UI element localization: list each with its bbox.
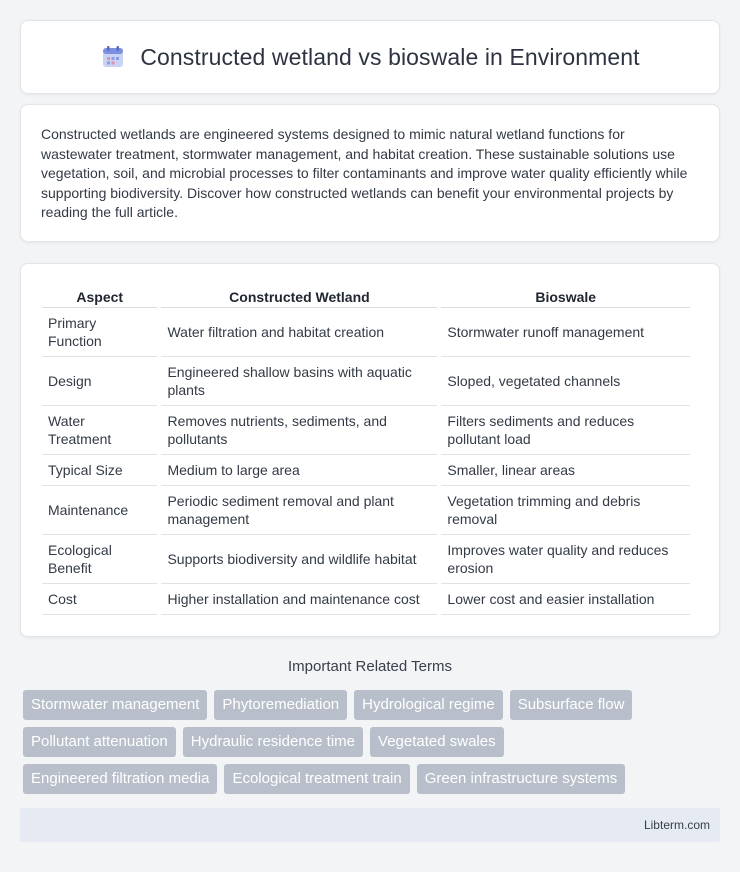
cell-wetland: Engineered shallow basins with aquatic plants (161, 357, 437, 406)
calendar-icon (100, 44, 126, 70)
header (100, 44, 639, 71)
table-header-row (42, 286, 690, 308)
cell-aspect: Cost (42, 584, 157, 615)
table-row (42, 486, 690, 535)
table-row (42, 455, 690, 486)
header-card (20, 20, 720, 94)
tag-row (23, 727, 723, 757)
header-bioswale: Bioswale (441, 286, 690, 308)
comparison-table (38, 286, 694, 615)
cell-bioswale: Smaller, linear areas (441, 455, 690, 486)
cell-aspect: Primary Function (42, 308, 157, 357)
footer-site-link[interactable]: Libterm.com (643, 818, 710, 832)
page-title: Constructed wetland vs bioswale in Environment (140, 43, 640, 70)
table-row (42, 308, 690, 357)
cell-wetland: Periodic sediment removal and plant management (161, 486, 437, 535)
tag-engineered-filtration-media[interactable]: Engineered filtration media (23, 764, 217, 794)
cell-aspect: Ecological Benefit (42, 535, 157, 584)
related-terms-title: Important Related Terms (288, 658, 452, 675)
header-constructed-wetland: Constructed Wetland (161, 286, 437, 308)
cell-bioswale: Improves water quality and reduces erosion (441, 535, 690, 584)
cell-aspect: Maintenance (42, 486, 157, 535)
tag-green-infrastructure-systems[interactable]: Green infrastructure systems (417, 764, 626, 794)
cell-wetland: Supports biodiversity and wildlife habitat (161, 535, 437, 584)
table-row (42, 357, 690, 406)
tag-row (23, 690, 723, 720)
tag-stormwater-management[interactable]: Stormwater management (23, 690, 207, 720)
footer (20, 808, 720, 842)
cell-bioswale: Vegetation trimming and debris removal (441, 486, 690, 535)
table-row (42, 535, 690, 584)
cell-bioswale: Filters sediments and reduces pollutant load (441, 406, 690, 455)
comparison-table-card (20, 263, 720, 637)
tag-pollutant-attenuation[interactable]: Pollutant attenuation (23, 727, 176, 757)
tag-phytoremediation[interactable]: Phytoremediation (214, 690, 347, 720)
intro-card (20, 104, 720, 242)
intro-text: Constructed wetlands are engineered systems designed to mimic natural wetland functions for wastewater treatment, stormwater management, and habitat creation. These sustainable solutions use vegetation, soil, and microbial processes to filter contaminants and improve water quality efficiently while supporting biodiversity. Discover how constructed wetlands can benefit your environmental projects by reading the full article. (41, 126, 688, 221)
cell-wetland: Water filtration and habitat creation (161, 308, 437, 357)
tag-hydrological-regime[interactable]: Hydrological regime (354, 690, 503, 720)
cell-bioswale: Sloped, vegetated channels (441, 357, 690, 406)
tag-ecological-treatment-train[interactable]: Ecological treatment train (224, 764, 409, 794)
cell-bioswale: Stormwater runoff management (441, 308, 690, 357)
table-row (42, 584, 690, 615)
cell-aspect: Typical Size (42, 455, 157, 486)
tag-row (23, 764, 723, 794)
cell-wetland: Removes nutrients, sediments, and pollutants (161, 406, 437, 455)
cell-wetland: Higher installation and maintenance cost (161, 584, 437, 615)
related-terms-tags (23, 690, 723, 801)
tag-vegetated-swales[interactable]: Vegetated swales (370, 727, 504, 757)
cell-bioswale: Lower cost and easier installation (441, 584, 690, 615)
cell-aspect: Design (42, 357, 157, 406)
tag-hydraulic-residence-time[interactable]: Hydraulic residence time (183, 727, 363, 757)
table-row (42, 406, 690, 455)
header-aspect: Aspect (42, 286, 157, 308)
cell-aspect: Water Treatment (42, 406, 157, 455)
tag-subsurface-flow[interactable]: Subsurface flow (510, 690, 633, 720)
cell-wetland: Medium to large area (161, 455, 437, 486)
